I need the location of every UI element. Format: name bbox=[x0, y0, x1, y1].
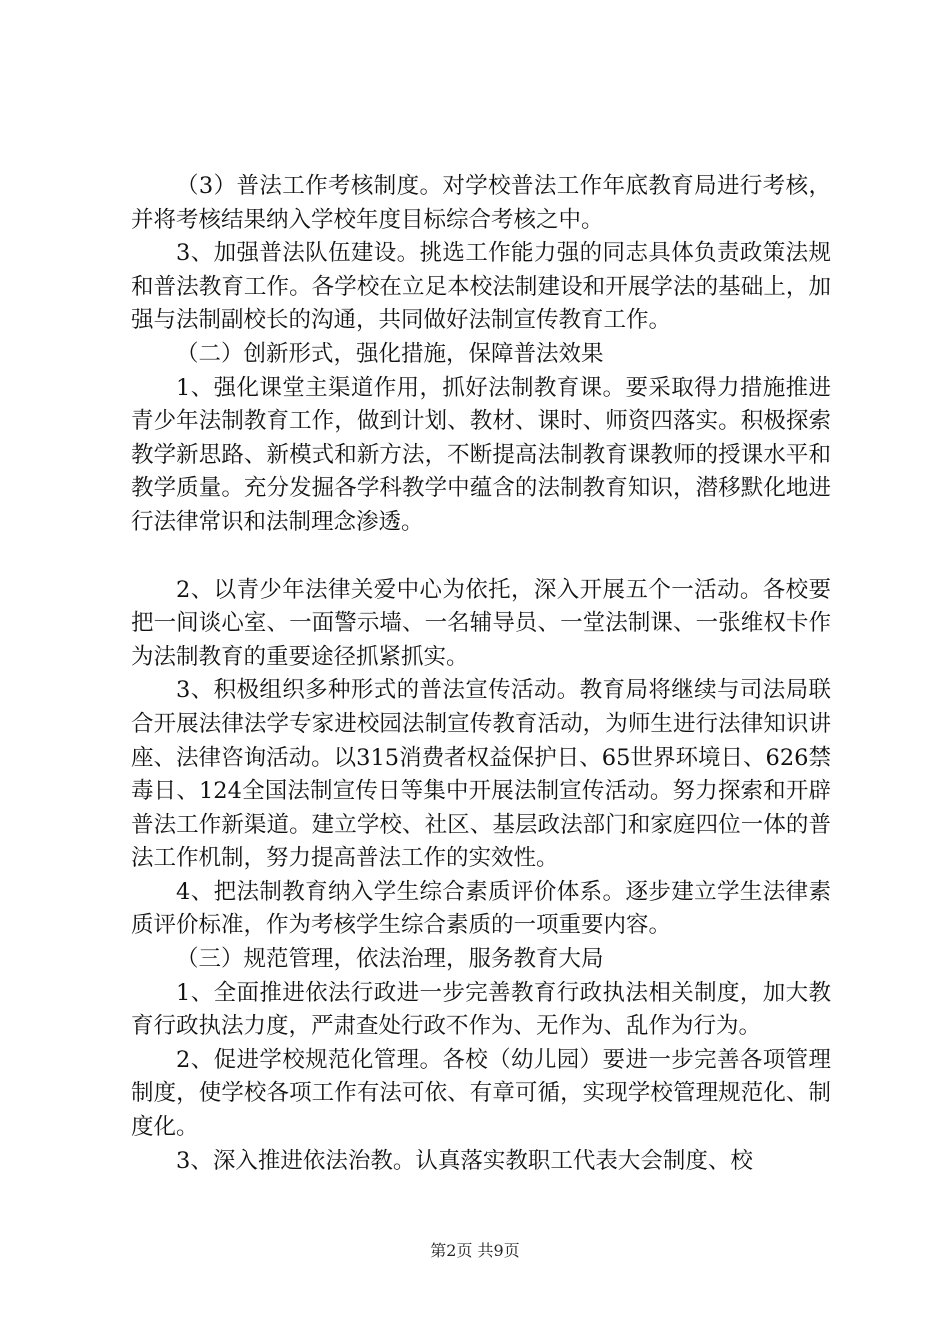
section-heading-2: （二）创新形式，强化措施，保障普法效果 bbox=[176, 340, 604, 367]
paragraph-administration-by-law: 1、全面推进依法行政进一步完善教育行政执法相关制度，加大教育行政执法力度，严肃查处行政不作为、无作为、乱作为行为。 bbox=[131, 979, 831, 1040]
paragraph-classroom-channel: 1、强化课堂主渠道作用，抓好法制教育课。要采取得力措施推进青少年法制教育工作，做到计划、教材、课时、师资四落实。积极探索教学新思路、新模式和新方法，不断提高法制教育课教师的授课水平和教学质量。充分发掘各学科教学中蕴含的法制教育知识，潜移默化地进行法律常识和法制理念渗透。 bbox=[131, 374, 831, 535]
paragraph-evaluation-system: 4、把法制教育纳入学生综合素质评价体系。逐步建立学生法律素质评价标准，作为考核学生综合素质的一项重要内容。 bbox=[131, 878, 831, 939]
paragraph-assessment-system: （3）普法工作考核制度。对学校普法工作年底教育局进行考核，并将考核结果纳入学校年度目标综合考核之中。 bbox=[131, 173, 831, 233]
section-heading-3: （三）规范管理，依法治理，服务教育大局 bbox=[176, 946, 604, 973]
page-footer: 第2页 共9页 bbox=[430, 1241, 520, 1260]
document-body bbox=[131, 170, 831, 1178]
paragraph-gap bbox=[131, 540, 831, 574]
paragraph-team-building: 3、加强普法队伍建设。挑选工作能力强的同志具体负责政策法规和普法教育工作。各学校在立足本校法制建设和开展学法的基础上，加强与法制副校长的沟通，共同做好法制宣传教育工作。 bbox=[131, 240, 831, 334]
paragraph-school-management: 2、促进学校规范化管理。各校（幼儿园）要进一步完善各项管理制度，使学校各项工作有法可依、有章可循，实现学校管理规范化、制度化。 bbox=[131, 1046, 831, 1141]
paragraph-publicity-activities: 3、积极组织多种形式的普法宣传活动。教育局将继续与司法局联合开展法律法学专家进校园法制宣传教育活动，为师生进行法律知识讲座、法律咨询活动。以315消费者权益保护日、65世界环境日、626禁毒日、124全国法制宣传日等集中开展法制宣传活动。努力探索和开辟普法工作新渠道。建立学校、社区、基层政法部门和家庭四位一体的普法工作机制，努力提高普法工作的实效性。 bbox=[131, 677, 831, 872]
paragraph-five-ones: 2、以青少年法律关爱中心为依托，深入开展五个一活动。各校要把一间谈心室、一面警示墙、一名辅导员、一堂法制课、一张维权卡作为法制教育的重要途径抓紧抓实。 bbox=[131, 576, 831, 670]
paragraph-law-based-education: 3、深入推进依法治教。认真落实教职工代表大会制度、校 bbox=[176, 1147, 753, 1174]
